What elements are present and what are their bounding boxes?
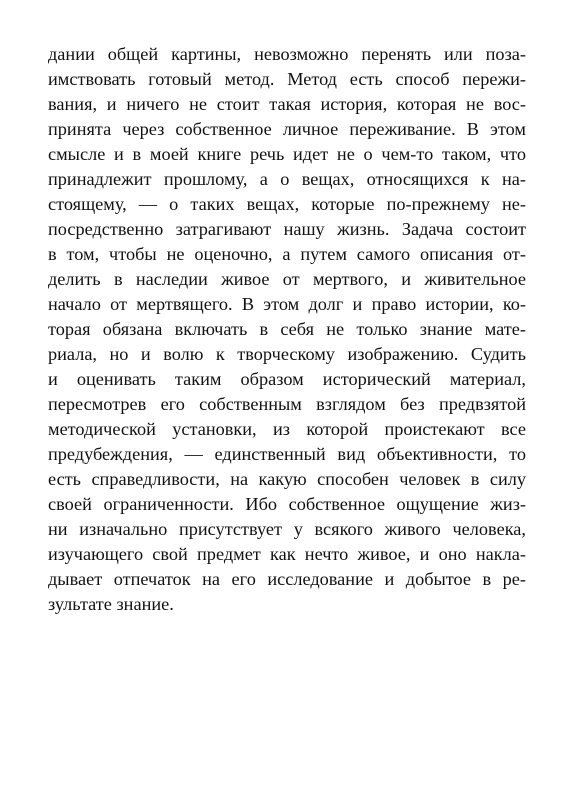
text-line: смысле и в моей книге речь идет не о чем-то таком, что xyxy=(48,144,526,164)
text-line: в том, чтобы не оценочно, а путем самого описания от- xyxy=(48,244,526,264)
text-line: торая обязана включать в себя не только знание мате- xyxy=(48,319,526,339)
text-line: имствовать готовый метод. Метод есть способ пережи- xyxy=(48,69,526,89)
text-line: ни изначально присутствует у всякого живого человека, xyxy=(48,519,526,539)
text-line: методической установки, из которой проистекают все xyxy=(48,419,526,439)
text-line: есть справедливости, на какую способен человек в силу xyxy=(48,469,526,489)
text-line: вания, и ничего не стоит такая история, которая не вос- xyxy=(48,94,526,114)
text-line: начало от мертвящего. В этом долг и право истории, ко- xyxy=(48,294,526,314)
text-line: делить в наследии живое от мертвого, и живительное xyxy=(48,269,526,289)
text-line: принята через собственное личное переживание. В этом xyxy=(48,119,526,139)
text-line: изучающего свой предмет как нечто живое, и оно накла- xyxy=(48,544,526,564)
text-line-last: зультате знание. xyxy=(48,594,174,614)
text-line: пересмотрев его собственным взглядом без предвзятой xyxy=(48,394,526,414)
text-line: принадлежит прошлому, а о вещах, относящихся к на- xyxy=(48,169,526,189)
text-line: дании общей картины, невозможно перенять или поза- xyxy=(48,44,526,64)
text-line: стоящему, — о таких вещах, которые по-прежнему не- xyxy=(48,194,526,214)
text-line: предубеждения, — единственный вид объективности, то xyxy=(48,444,526,464)
text-line: риала, но и волю к творческому изображению. Судить xyxy=(48,344,526,364)
text-line: своей ограниченности. Ибо собственное ощущение жиз- xyxy=(48,494,526,514)
text-line: и оценивать таким образом исторический материал, xyxy=(48,369,526,389)
text-line: посредственно затрагивают нашу жизнь. Задача состоит xyxy=(48,219,526,239)
body-text xyxy=(48,42,526,617)
text-line: дывает отпечаток на его исследование и добытое в ре- xyxy=(48,569,526,589)
